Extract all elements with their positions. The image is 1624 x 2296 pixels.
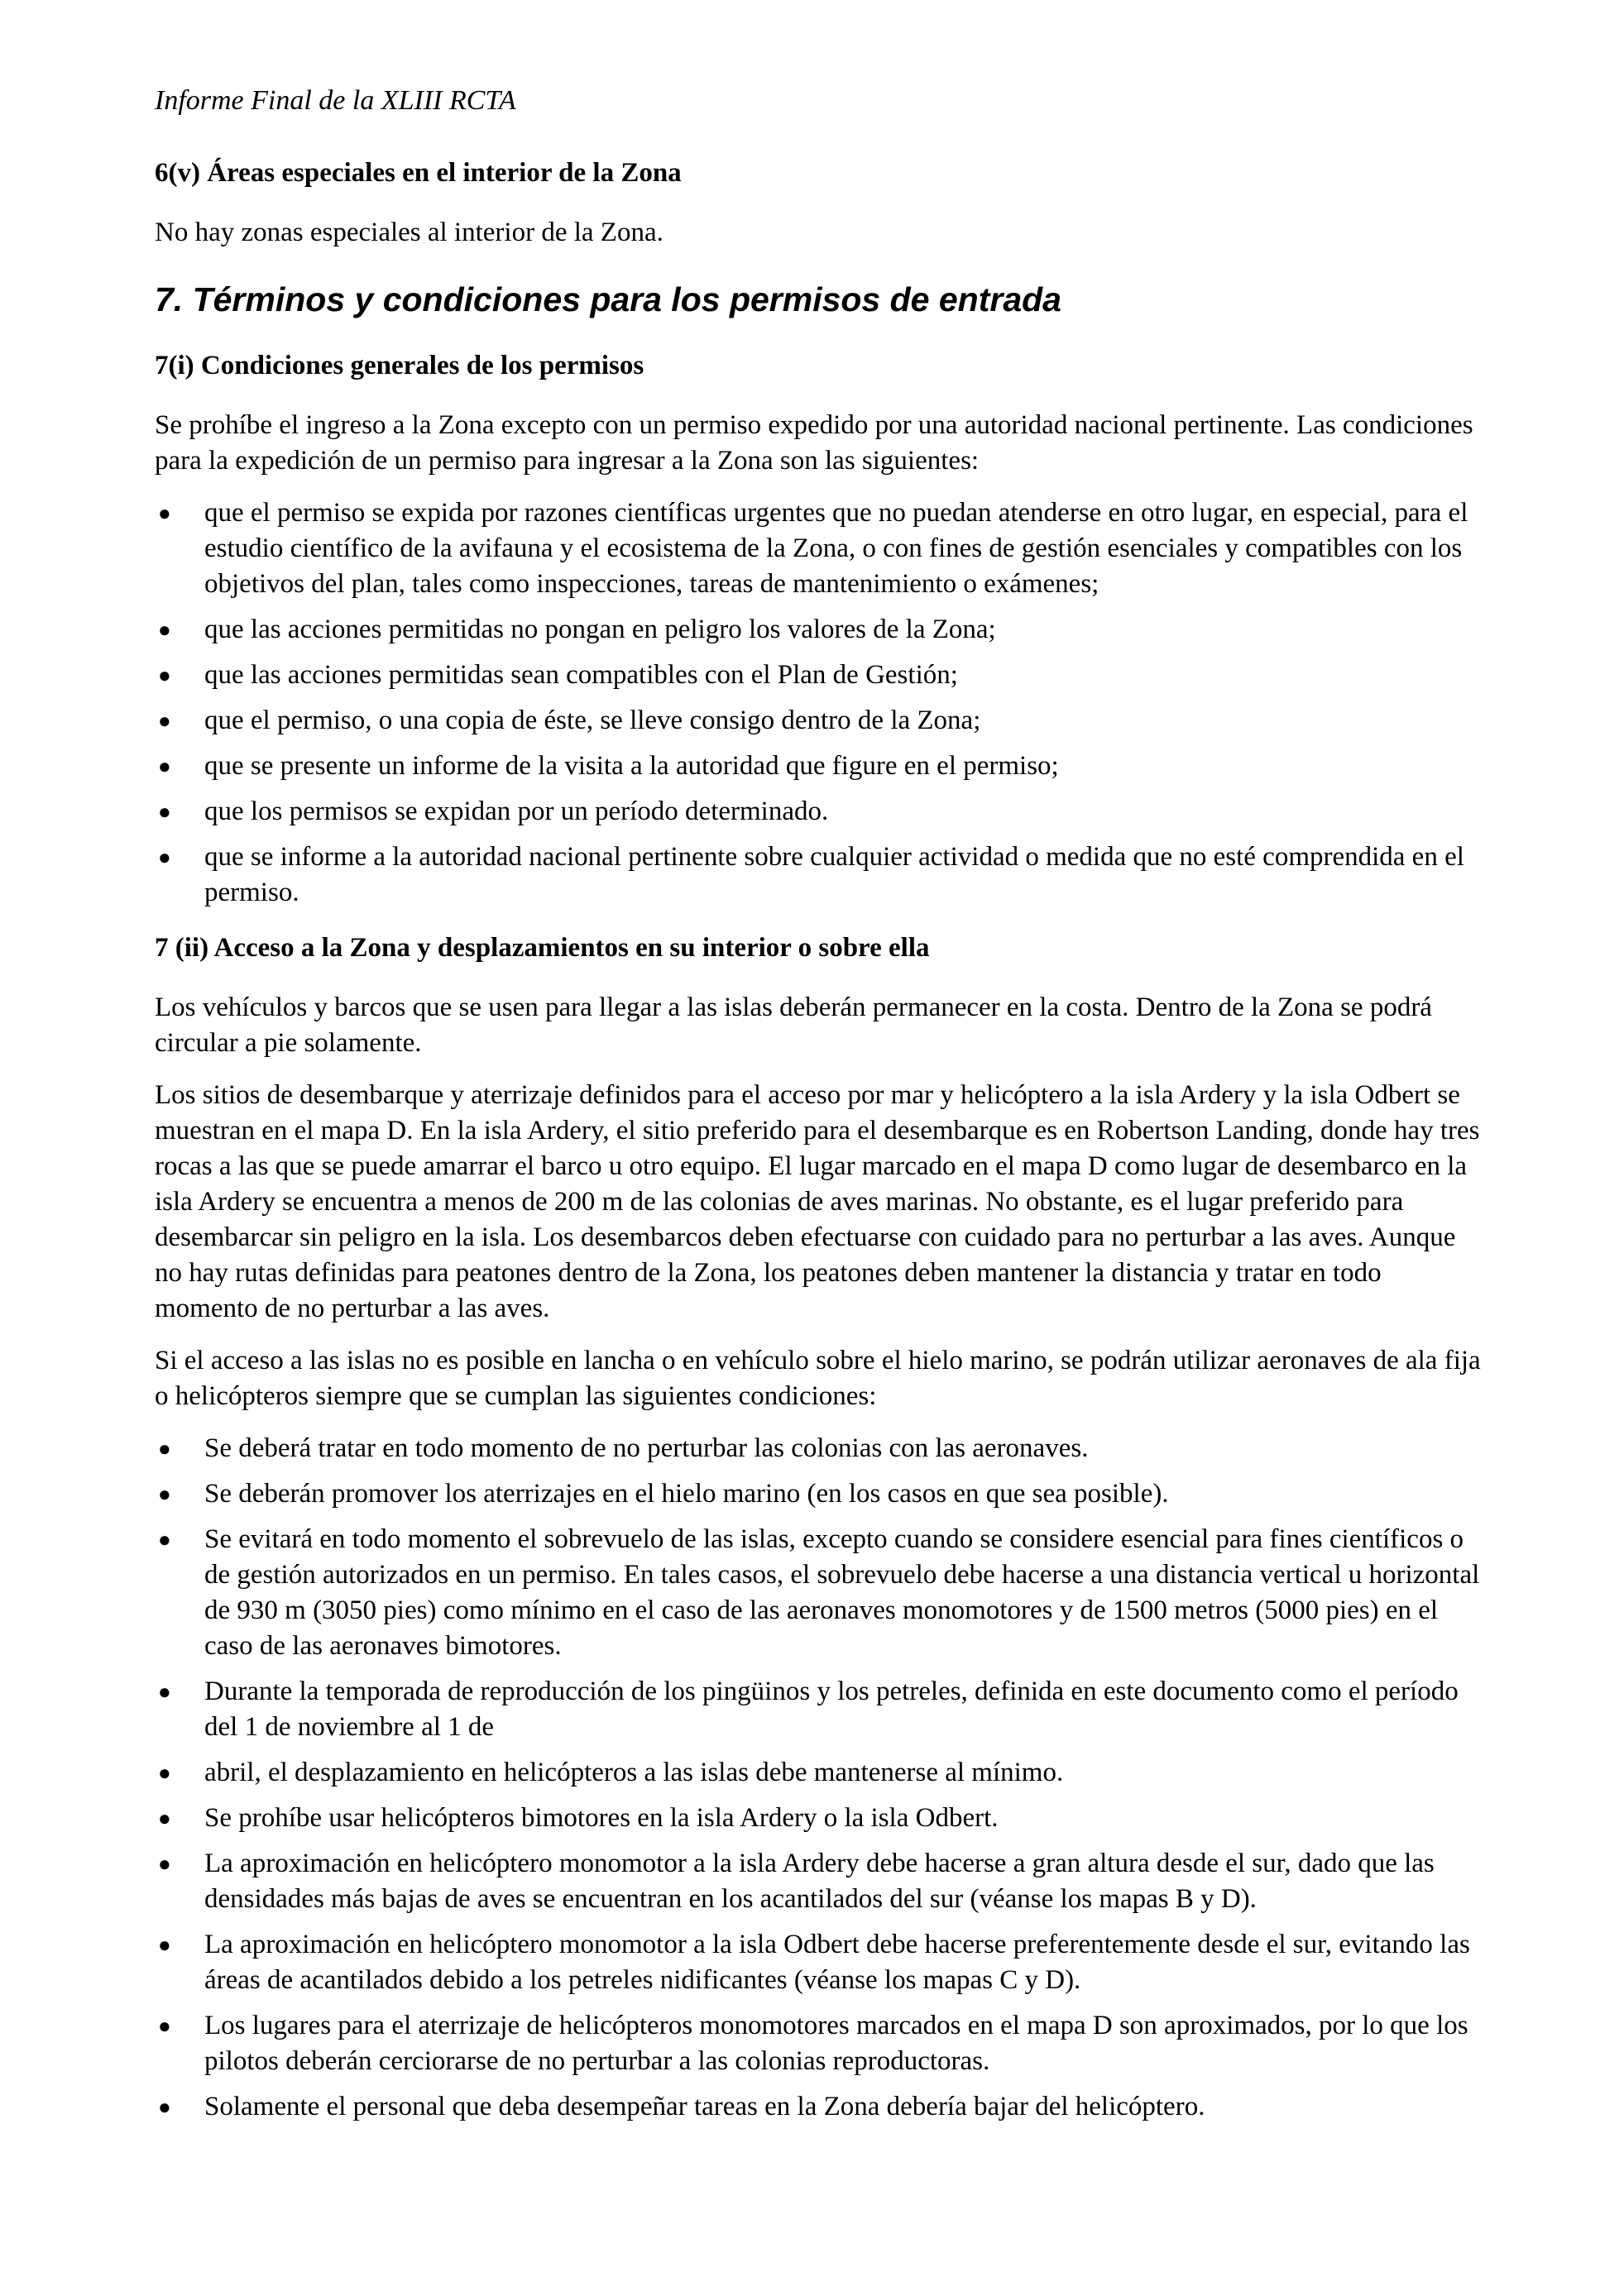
list-item [155, 658, 1483, 693]
section-6v-heading: 6(v) Áreas especiales en el interior de la Zona [155, 158, 682, 188]
list-item [155, 1431, 1483, 1466]
list-item-text: Se deberá tratar en todo momento de no perturbar las colonias con las aeronaves. [204, 1433, 1089, 1463]
section-7i-intro: Se prohíbe el ingreso a la Zona excepto con un permiso expedido por una autoridad nacional pertinente. Las condiciones para la expedición de un permiso para ingresar a la Zona son las siguientes: [155, 410, 1473, 476]
section-7ii-paragraph-1: Los vehículos y barcos que se usen para llegar a las islas deberán permanecer en la costa. Dentro de la Zona se podrá circular a pie solamente. [155, 993, 1432, 1058]
list-item [155, 703, 1483, 739]
list-item-text: que el permiso, o una copia de éste, se lleve consigo dentro de la Zona; [204, 706, 981, 735]
list-item [155, 1927, 1483, 1998]
bullet-icon: ● [158, 1528, 171, 1552]
list-item [155, 794, 1483, 830]
running-header: Informe Final de la XLIII RCTA [155, 85, 516, 116]
list-item [155, 1755, 1483, 1791]
bullet-icon: ● [158, 2095, 171, 2119]
list-item [155, 612, 1483, 648]
section-7ii-paragraph-3: Si el acceso a las islas no es posible en lancha o en vehículo sobre el hielo marino, se podrán utilizar aeronaves de ala fija o helicópteros siempre que se cumplan las siguientes condiciones: [155, 1346, 1481, 1411]
list-item-text: que se presente un informe de la visita a la autoridad que figure en el permiso; [204, 751, 1059, 781]
bullet-icon: ● [158, 1437, 171, 1461]
bullet-icon: ● [158, 1806, 171, 1830]
bullet-icon: ● [158, 1761, 171, 1785]
list-item-text: La aproximación en helicóptero monomotor a la isla Odbert debe hacerse preferentemente desde el sur, evitando las áreas de acantilados debido a los petreles nidificantes (véanse los mapas C y D). [204, 1930, 1470, 1995]
list-item [155, 2008, 1483, 2079]
list-item-text: que el permiso se expida por razones científicas urgentes que no puedan atenderse en otro lugar, en especial, para el estudio científico de la avifauna y el ecosistema de la Zona, o con fines de gestión esenciales y compatibles con los objetivos del plan, tales como inspecciones, tareas de mantenimiento o exámenes; [204, 498, 1468, 599]
bullet-icon: ● [158, 845, 171, 869]
list-item [155, 1846, 1483, 1917]
list-item [155, 1801, 1483, 1836]
list-item-text: Se evitará en todo momento el sobrevuelo de las islas, excepto cuando se considere esencial para fines científicos o de gestión autorizados en un permiso. En tales casos, el sobrevuelo debe hacerse a una distancia vertical u horizontal de 930 m (3050 pies) como mínimo en el caso de las aeronaves monomotores y de 1500 metros (5000 pies) en el caso de las aeronaves bimotores. [204, 1524, 1480, 1661]
list-item-text: Se prohíbe usar helicópteros bimotores en la isla Ardery o la isla Odbert. [204, 1803, 999, 1833]
permit-conditions-list [155, 495, 1483, 911]
list-item-text: Los lugares para el aterrizaje de helicópteros monomotores marcados en el mapa D son aproximados, por lo que los pilotos deberán cerciorarse de no perturbar a las colonias reproductoras. [204, 2011, 1468, 2076]
list-item [155, 839, 1483, 911]
bullet-icon: ● [158, 1482, 171, 1506]
aircraft-conditions-list [155, 1431, 1483, 2125]
section-7-heading: 7. Términos y condiciones para los permisos de entrada [155, 280, 1061, 318]
document-page [155, 83, 1483, 2145]
bullet-icon: ● [158, 1852, 171, 1876]
list-item [155, 2089, 1483, 2125]
list-item-text: que las acciones permitidas sean compatibles con el Plan de Gestión; [204, 660, 958, 690]
list-item [155, 1522, 1483, 1664]
bullet-icon: ● [158, 754, 171, 778]
section-6v-text: No hay zonas especiales al interior de la Zona. [155, 218, 663, 247]
bullet-icon: ● [158, 501, 171, 525]
section-7i-heading: 7(i) Condiciones generales de los permisos [155, 351, 644, 380]
section-7ii-heading: 7 (ii) Acceso a la Zona y desplazamientos en su interior o sobre ella [155, 933, 930, 963]
list-item [155, 749, 1483, 784]
list-item-text: que las acciones permitidas no pongan en peligro los valores de la Zona; [204, 615, 996, 644]
list-item-text: Solamente el personal que deba desempeñar tareas en la Zona debería bajar del helicóptero. [204, 2092, 1205, 2121]
bullet-icon: ● [158, 1933, 171, 1957]
bullet-icon: ● [158, 800, 171, 824]
bullet-icon: ● [158, 2014, 171, 2038]
bullet-icon: ● [158, 709, 171, 733]
list-item-text: abril, el desplazamiento en helicópteros a las islas debe mantenerse al mínimo. [204, 1758, 1064, 1787]
section-7ii-paragraph-2: Los sitios de desembarque y aterrizaje definidos para el acceso por mar y helicóptero a la isla Ardery y la isla Odbert se muestran en el mapa D. En la isla Ardery, el sitio preferido para el desembarque es en Robertson Landing, donde hay tres rocas a las que se puede amarrar el barco u otro equipo. El lugar marcado en el mapa D como lugar de desembarco en la isla Ardery se encuentra a menos de 200 m de las colonias de aves marinas. No obstante, es el lugar preferido para desembarcar sin peligro en la isla. Los desembarcos deben efectuarse con cuidado para no perturbar a las aves. Aunque no hay rutas definidas para peatones dentro de la Zona, los peatones deben mantener la distancia y tratar en todo momento de no perturbar a las aves. [155, 1080, 1480, 1323]
bullet-icon: ● [158, 1680, 171, 1704]
list-item-text: Se deberán promover los aterrizajes en el hielo marino (en los casos en que sea posible). [204, 1479, 1169, 1509]
list-item [155, 1674, 1483, 1745]
list-item-text: La aproximación en helicóptero monomotor a la isla Ardery debe hacerse a gran altura desde el sur, dado que las densidades más bajas de aves se encuentran en los acantilados del sur (véanse los mapas B y D). [204, 1849, 1435, 1914]
list-item-text: que se informe a la autoridad nacional pertinente sobre cualquier actividad o medida que no esté comprendida en el permiso. [204, 842, 1464, 907]
list-item-text: que los permisos se expidan por un período determinado. [204, 796, 829, 826]
bullet-icon: ● [158, 618, 171, 642]
list-item [155, 495, 1483, 602]
bullet-icon: ● [158, 663, 171, 687]
list-item-text: Durante la temporada de reproducción de los pingüinos y los petreles, definida en este documento como el período del 1 de noviembre al 1 de [204, 1677, 1459, 1742]
list-item [155, 1476, 1483, 1512]
